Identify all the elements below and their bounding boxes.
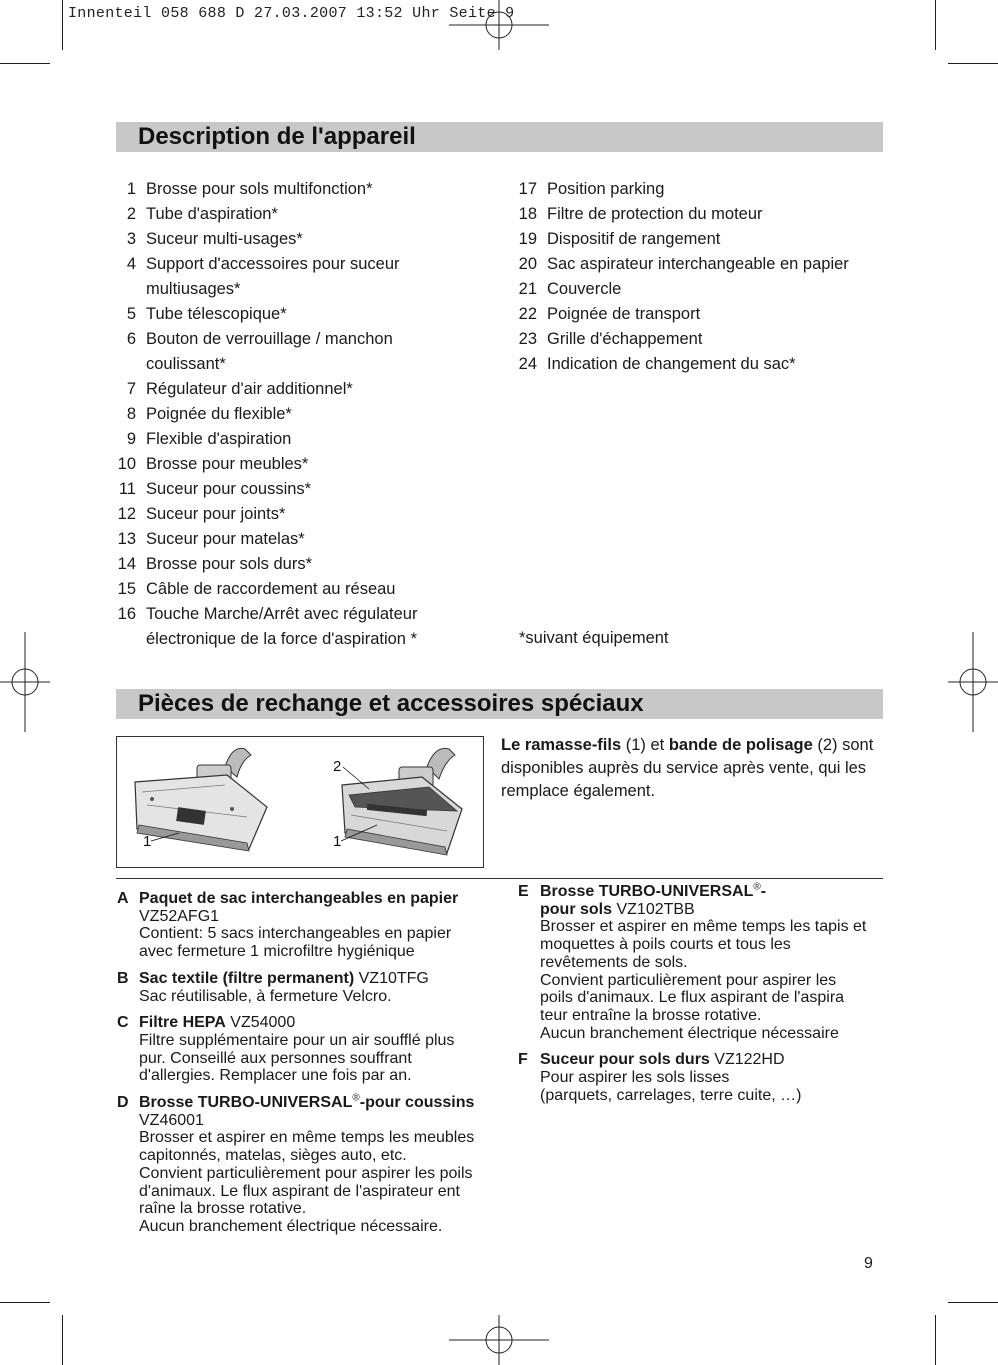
item-label: Touche Marche/Arrêt avec régulateur — [146, 605, 418, 623]
accessory-title-line — [139, 1014, 497, 1032]
intro-bold-bande: bande de polisage — [668, 736, 813, 754]
item-label: Suceur pour joints* — [146, 505, 286, 523]
intro-bold-ramasse-fils: Le ramasse-fils — [501, 736, 622, 754]
crop-mark — [62, 0, 63, 50]
figure-label-1-right: 1 — [333, 833, 342, 850]
crop-mark — [62, 1315, 63, 1365]
item-label: coulissant* — [146, 355, 226, 373]
crop-mark — [948, 1302, 998, 1303]
item-number: 3 — [126, 230, 136, 248]
list-item — [116, 577, 496, 602]
list-item — [116, 402, 496, 427]
list-item — [116, 177, 496, 202]
item-number: 9 — [126, 430, 136, 448]
accessory-title-line — [139, 970, 497, 988]
footnote: *suivant équipement — [519, 629, 669, 647]
item-label: Grille d'échappement — [547, 330, 703, 348]
accessory-description: capitonnés, matelas, sièges auto, etc. — [139, 1147, 407, 1165]
list-item — [116, 352, 496, 377]
crop-mark — [935, 1315, 936, 1365]
accessory-code: VZ46001 — [139, 1111, 204, 1129]
item-number: 16 — [117, 605, 136, 623]
accessory-code: VZ10TFG — [358, 969, 429, 987]
item-label: électronique de la force d'aspiration * — [146, 630, 417, 648]
crop-mark — [0, 63, 50, 64]
accessory-letter: D — [117, 1094, 129, 1112]
list-item — [116, 477, 496, 502]
accessory-description: Aucun branchement électrique nécessaire — [540, 1024, 839, 1042]
section-title: Pièces de rechange et accessoires spéciaux — [138, 690, 644, 717]
accessory-description: Contient: 5 sacs interchangeables en papier — [139, 925, 452, 943]
item-label: Poignée du flexible* — [146, 405, 292, 423]
accessory-item — [117, 970, 497, 1005]
accessory-figure — [116, 736, 484, 868]
accessory-title-suffix: -pour coussins — [359, 1094, 475, 1112]
item-label: Couvercle — [547, 280, 622, 298]
section-header-description — [116, 122, 883, 152]
item-label: Bouton de verrouillage / manchon — [146, 330, 393, 348]
item-label: Poignée de transport — [547, 305, 701, 323]
accessory-title: Suceur pour sols durs — [540, 1051, 710, 1069]
divider-line — [116, 878, 883, 879]
list-item — [116, 502, 496, 527]
accessory-description: (parquets, carrelages, terre cuite, …) — [540, 1086, 802, 1104]
accessory-title: Sac textile (filtre permanent) — [139, 969, 355, 987]
list-item — [517, 252, 887, 277]
accessory-description: avec fermeture 1 microfiltre hygiénique — [139, 943, 415, 961]
list-item — [116, 627, 496, 652]
accessories-column-right — [518, 883, 893, 1113]
list-item — [116, 427, 496, 452]
list-item — [517, 302, 887, 327]
accessory-item — [518, 883, 893, 1042]
accessory-title-cont: pour sols — [540, 900, 613, 918]
item-number: 17 — [518, 180, 537, 198]
list-item — [517, 227, 887, 252]
item-label: Dispositif de rangement — [547, 230, 721, 248]
list-item — [116, 302, 496, 327]
item-number: 6 — [126, 330, 136, 348]
item-number: 22 — [518, 305, 537, 323]
item-number: 18 — [518, 205, 537, 223]
item-number: 1 — [126, 180, 136, 198]
item-label: Filtre de protection du moteur — [547, 205, 763, 223]
list-item — [517, 177, 887, 202]
item-label: Position parking — [547, 180, 665, 198]
registration-mark-right — [948, 632, 998, 732]
accessory-item — [117, 1014, 497, 1085]
floor-brush-illustration — [117, 737, 483, 867]
registration-mark-left — [0, 632, 50, 732]
accessory-description: raîne la brosse rotative. — [139, 1200, 307, 1218]
item-number: 7 — [126, 380, 136, 398]
list-item — [116, 602, 496, 627]
item-number: 13 — [117, 530, 136, 548]
registration-mark-top — [449, 0, 549, 50]
list-item — [116, 377, 496, 402]
list-item — [517, 327, 887, 352]
crop-mark — [0, 1302, 50, 1303]
accessory-description: revêtements de sols. — [540, 953, 688, 971]
accessory-title-suffix: - — [760, 883, 767, 900]
description-list-left — [116, 177, 496, 652]
item-number: 21 — [518, 280, 537, 298]
figure-label-2: 2 — [333, 758, 342, 775]
item-label: Suceur pour coussins* — [146, 480, 312, 498]
item-label: Flexible d'aspiration — [146, 430, 292, 448]
accessory-description: Filtre supplémentaire pour un air soufflé plus — [139, 1031, 455, 1049]
item-label: Brosse pour sols durs* — [146, 555, 312, 573]
item-number: 24 — [518, 355, 537, 373]
list-item — [116, 252, 496, 277]
accessory-description: moquettes à poils courts et tous les — [540, 936, 791, 954]
list-item — [517, 352, 887, 377]
accessory-title: Brosse TURBO-UNIVERSAL — [540, 883, 754, 900]
item-number: 2 — [126, 205, 136, 223]
accessory-letter: A — [117, 890, 129, 907]
item-number: 12 — [117, 505, 136, 523]
accessory-description: d'animaux. Le flux aspirant de l'aspirateur ent — [139, 1182, 460, 1200]
item-number: 4 — [126, 255, 136, 273]
registration-mark-bottom — [449, 1315, 549, 1365]
item-number: 14 — [117, 555, 136, 573]
accessory-description: teur entraîne la brosse rotative. — [540, 1006, 762, 1024]
item-label: Brosse pour meubles* — [146, 455, 309, 473]
accessory-description: Pour aspirer les sols lisses — [540, 1069, 730, 1087]
accessory-description: pur. Conseillé aux personnes souffrant — [139, 1049, 412, 1067]
accessory-code: VZ122HD — [714, 1051, 785, 1069]
list-item — [517, 202, 887, 227]
accessory-letter: B — [117, 969, 129, 987]
accessory-title-line — [540, 901, 893, 919]
accessory-description: Brosser et aspirer en même temps les tapis et — [540, 918, 867, 936]
page-number: 9 — [864, 1255, 873, 1272]
item-label: Support d'accessoires pour suceur — [146, 255, 400, 273]
item-number: 15 — [117, 580, 136, 598]
accessory-description: poils d'animaux. Le flux aspirant de l'aspira — [540, 989, 845, 1007]
accessory-title-line — [139, 890, 497, 908]
accessory-description: Aucun branchement électrique nécessaire. — [139, 1217, 443, 1235]
item-number: 8 — [126, 405, 136, 423]
brush-right-drawing — [342, 748, 462, 855]
item-label: Régulateur d'air additionnel* — [146, 380, 353, 398]
figure-label-1-left: 1 — [143, 833, 152, 850]
item-label: multiusages* — [146, 280, 241, 298]
accessory-description: Convient particulièrement pour aspirer les — [540, 971, 837, 989]
accessory-title: Paquet de sac interchangeables en papier — [139, 890, 459, 907]
item-label: Câble de raccordement au réseau — [146, 580, 396, 598]
list-item — [517, 277, 887, 302]
accessory-item — [518, 1051, 893, 1104]
accessories-column-left — [117, 890, 497, 1245]
item-label: Sac aspirateur interchangeable en papier — [547, 255, 849, 273]
item-label: Tube d'aspiration* — [146, 205, 278, 223]
item-label: Tube télescopique* — [146, 305, 287, 323]
brush-left-drawing — [135, 748, 267, 851]
accessory-letter: E — [518, 883, 529, 900]
intro-text: (1) et — [621, 736, 669, 754]
accessory-title: Brosse TURBO-UNIVERSAL — [139, 1094, 353, 1112]
accessory-letter: C — [117, 1014, 129, 1032]
item-number: 23 — [518, 330, 537, 348]
item-label: Suceur multi-usages* — [146, 230, 303, 248]
accessory-description: Convient particulièrement pour aspirer les poils — [139, 1164, 473, 1182]
print-slug: Innenteil 058 688 D 27.03.2007 13:52 Uhr Seite 9 — [68, 5, 515, 22]
item-label: Suceur pour matelas* — [146, 530, 305, 548]
list-item — [116, 327, 496, 352]
accessory-title-line — [139, 1094, 497, 1112]
list-item — [116, 277, 496, 302]
item-number: 5 — [126, 305, 136, 323]
accessory-code: VZ102TBB — [616, 900, 695, 918]
item-number: 19 — [518, 230, 537, 248]
intro-text: (2) sont disponibles auprès du service après vente, qui les remplace également. — [501, 736, 874, 800]
accessory-title-line — [540, 883, 893, 901]
accessory-letter: F — [518, 1051, 528, 1069]
crop-mark — [948, 63, 998, 64]
accessory-code: VZ54000 — [230, 1014, 296, 1032]
list-item — [116, 452, 496, 477]
item-label: Brosse pour sols multifonction* — [146, 180, 373, 198]
crop-mark — [935, 0, 936, 50]
accessory-item — [117, 890, 497, 961]
accessory-title-line — [540, 1051, 893, 1069]
item-number: 20 — [518, 255, 537, 273]
accessory-title: Filtre HEPA — [139, 1014, 226, 1032]
list-item — [116, 527, 496, 552]
accessory-code: VZ52AFG1 — [139, 907, 220, 925]
item-number: 11 — [118, 480, 136, 498]
spare-parts-intro — [501, 734, 881, 803]
accessory-description: d'allergies. Remplacer une fois par an. — [139, 1067, 412, 1085]
list-item — [116, 552, 496, 577]
list-item — [116, 227, 496, 252]
registered-mark: ® — [352, 1092, 360, 1104]
item-label: Indication de changement du sac* — [547, 355, 796, 373]
description-list-right — [517, 177, 887, 377]
accessory-description: Brosser et aspirer en même temps les meubles — [139, 1129, 475, 1147]
registered-mark: ® — [753, 881, 761, 893]
accessory-description: Sac réutilisable, à fermeture Velcro. — [139, 987, 392, 1005]
item-number: 10 — [117, 455, 136, 473]
list-item — [116, 202, 496, 227]
section-title: Description de l'appareil — [138, 123, 416, 150]
accessory-item — [117, 1094, 497, 1236]
section-header-spare-parts — [116, 689, 883, 719]
